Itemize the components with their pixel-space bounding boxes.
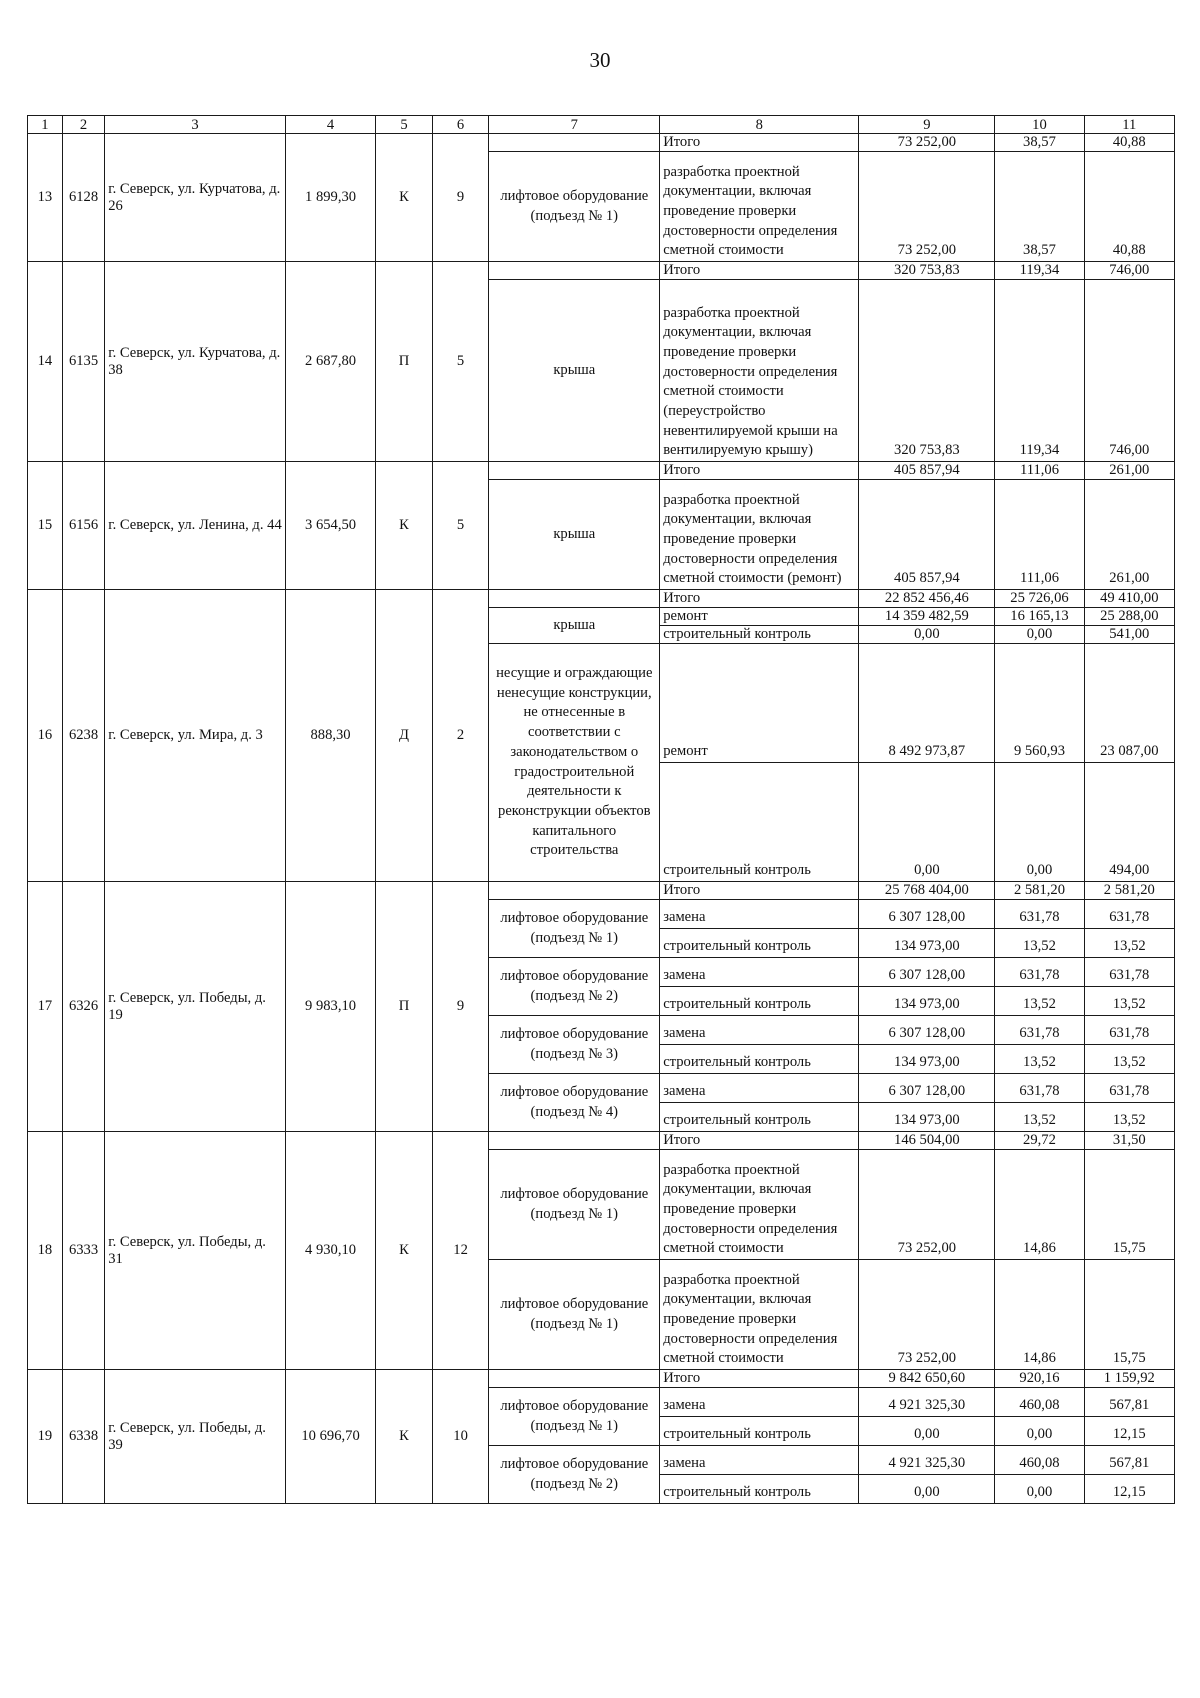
total-max-cost: 1 159,92 (1084, 1370, 1174, 1388)
total-unit-cost: 119,34 (995, 262, 1084, 280)
max-cost: 631,78 (1084, 1016, 1174, 1045)
house-code: 6128 (62, 134, 104, 262)
cost: 320 753,83 (859, 280, 995, 462)
unit-cost: 460,08 (995, 1446, 1084, 1475)
unit-cost: 0,00 (995, 626, 1084, 644)
row-number: 15 (28, 462, 63, 590)
max-cost: 12,15 (1084, 1417, 1174, 1446)
element: крыша (489, 280, 660, 462)
element-blank (489, 462, 660, 480)
total-unit-cost: 111,06 (995, 462, 1084, 480)
cost: 14 359 482,59 (859, 608, 995, 626)
element-blank (489, 134, 660, 152)
element: крыша (489, 608, 660, 644)
col-header: 11 (1084, 116, 1174, 134)
area: 2 687,80 (285, 262, 375, 462)
work-type: разработка проектной документации, включая проведение проверки достоверности определения сметной стоимости (ремонт) (660, 480, 859, 590)
floors: 9 (432, 882, 489, 1132)
cost: 134 973,00 (859, 987, 995, 1016)
element: лифтовое оборудование (подъезд № 1) (489, 1388, 660, 1446)
col-header: 9 (859, 116, 995, 134)
wall-type: К (376, 1370, 433, 1504)
unit-cost: 631,78 (995, 1074, 1084, 1103)
address: г. Северск, ул. Ленина, д. 44 (105, 462, 286, 590)
element: лифтовое оборудование (подъезд № 1) (489, 152, 660, 262)
max-cost: 15,75 (1084, 1150, 1174, 1260)
element: лифтовое оборудование (подъезд № 2) (489, 958, 660, 1016)
max-cost: 25 288,00 (1084, 608, 1174, 626)
wall-type: К (376, 462, 433, 590)
max-cost: 23 087,00 (1084, 644, 1174, 763)
unit-cost: 9 560,93 (995, 644, 1084, 763)
total-max-cost: 2 581,20 (1084, 882, 1174, 900)
floors: 12 (432, 1132, 489, 1370)
max-cost: 567,81 (1084, 1446, 1174, 1475)
row-number: 18 (28, 1132, 63, 1370)
work-type: замена (660, 1446, 859, 1475)
total-cost: 405 857,94 (859, 462, 995, 480)
max-cost: 13,52 (1084, 987, 1174, 1016)
row-number: 13 (28, 134, 63, 262)
address: г. Северск, ул. Победы, д. 31 (105, 1132, 286, 1370)
cost: 6 307 128,00 (859, 958, 995, 987)
total-max-cost: 31,50 (1084, 1132, 1174, 1150)
unit-cost: 14,86 (995, 1150, 1084, 1260)
work-type: замена (660, 1074, 859, 1103)
element-blank (489, 590, 660, 608)
element: лифтовое оборудование (подъезд № 1) (489, 1260, 660, 1370)
house-code: 6333 (62, 1132, 104, 1370)
address: г. Северск, ул. Курчатова, д. 26 (105, 134, 286, 262)
element: лифтовое оборудование (подъезд № 1) (489, 900, 660, 958)
work-type: замена (660, 958, 859, 987)
col-header: 6 (432, 116, 489, 134)
repair-schedule-table (27, 115, 1175, 1504)
house-code: 6135 (62, 262, 104, 462)
floors: 5 (432, 462, 489, 590)
work-type: строительный контроль (660, 929, 859, 958)
max-cost: 261,00 (1084, 480, 1174, 590)
address: г. Северск, ул. Победы, д. 19 (105, 882, 286, 1132)
element: крыша (489, 480, 660, 590)
table-row (28, 462, 1175, 480)
total-unit-cost: 920,16 (995, 1370, 1084, 1388)
max-cost: 15,75 (1084, 1260, 1174, 1370)
work-total: Итого (660, 134, 859, 152)
work-type: строительный контроль (660, 763, 859, 882)
element: несущие и ограждающие ненесущие конструкции, не отнесенные в соответствии с законодательством о градостроительной деятельности к реконструкции объектов капитального строительства (489, 644, 660, 882)
cost: 0,00 (859, 1475, 995, 1504)
max-cost: 631,78 (1084, 900, 1174, 929)
cost: 73 252,00 (859, 1260, 995, 1370)
cost: 73 252,00 (859, 1150, 995, 1260)
unit-cost: 460,08 (995, 1388, 1084, 1417)
col-header: 8 (660, 116, 859, 134)
col-header: 3 (105, 116, 286, 134)
cost: 6 307 128,00 (859, 1016, 995, 1045)
total-unit-cost: 25 726,06 (995, 590, 1084, 608)
area: 9 983,10 (285, 882, 375, 1132)
max-cost: 541,00 (1084, 626, 1174, 644)
element-blank (489, 1132, 660, 1150)
unit-cost: 0,00 (995, 763, 1084, 882)
element: лифтовое оборудование (подъезд № 2) (489, 1446, 660, 1504)
work-type: разработка проектной документации, включая проведение проверки достоверности определения сметной стоимости (660, 152, 859, 262)
unit-cost: 111,06 (995, 480, 1084, 590)
max-cost: 13,52 (1084, 1103, 1174, 1132)
work-total: Итого (660, 1132, 859, 1150)
unit-cost: 13,52 (995, 987, 1084, 1016)
max-cost: 13,52 (1084, 1045, 1174, 1074)
unit-cost: 0,00 (995, 1475, 1084, 1504)
unit-cost: 13,52 (995, 1103, 1084, 1132)
address: г. Северск, ул. Мира, д. 3 (105, 590, 286, 882)
col-header: 1 (28, 116, 63, 134)
work-type: строительный контроль (660, 626, 859, 644)
work-type: строительный контроль (660, 987, 859, 1016)
max-cost: 494,00 (1084, 763, 1174, 882)
house-code: 6326 (62, 882, 104, 1132)
max-cost: 40,88 (1084, 152, 1174, 262)
wall-type: К (376, 134, 433, 262)
cost: 0,00 (859, 626, 995, 644)
area: 1 899,30 (285, 134, 375, 262)
unit-cost: 631,78 (995, 1016, 1084, 1045)
area: 10 696,70 (285, 1370, 375, 1504)
cost: 6 307 128,00 (859, 1074, 995, 1103)
element-blank (489, 1370, 660, 1388)
cost: 6 307 128,00 (859, 900, 995, 929)
cost: 8 492 973,87 (859, 644, 995, 763)
area: 4 930,10 (285, 1132, 375, 1370)
max-cost: 631,78 (1084, 1074, 1174, 1103)
work-type: строительный контроль (660, 1475, 859, 1504)
unit-cost: 14,86 (995, 1260, 1084, 1370)
total-max-cost: 261,00 (1084, 462, 1174, 480)
row-number: 19 (28, 1370, 63, 1504)
total-cost: 25 768 404,00 (859, 882, 995, 900)
element-blank (489, 882, 660, 900)
unit-cost: 631,78 (995, 900, 1084, 929)
element: лифтовое оборудование (подъезд № 4) (489, 1074, 660, 1132)
row-number: 17 (28, 882, 63, 1132)
row-number: 14 (28, 262, 63, 462)
unit-cost: 119,34 (995, 280, 1084, 462)
house-code: 6338 (62, 1370, 104, 1504)
floors: 10 (432, 1370, 489, 1504)
total-cost: 73 252,00 (859, 134, 995, 152)
cost: 4 921 325,30 (859, 1446, 995, 1475)
col-header: 5 (376, 116, 433, 134)
work-total: Итого (660, 262, 859, 280)
house-code: 6156 (62, 462, 104, 590)
total-cost: 9 842 650,60 (859, 1370, 995, 1388)
work-type: замена (660, 900, 859, 929)
page-number: 30 (589, 48, 611, 72)
total-unit-cost: 29,72 (995, 1132, 1084, 1150)
work-type: строительный контроль (660, 1417, 859, 1446)
unit-cost: 38,57 (995, 152, 1084, 262)
cost: 73 252,00 (859, 152, 995, 262)
col-header: 10 (995, 116, 1084, 134)
total-max-cost: 49 410,00 (1084, 590, 1174, 608)
unit-cost: 13,52 (995, 1045, 1084, 1074)
work-type: строительный контроль (660, 1045, 859, 1074)
house-code: 6238 (62, 590, 104, 882)
table-row (28, 1370, 1175, 1388)
total-cost: 22 852 456,46 (859, 590, 995, 608)
element: лифтовое оборудование (подъезд № 1) (489, 1150, 660, 1260)
cost: 134 973,00 (859, 929, 995, 958)
work-type: ремонт (660, 608, 859, 626)
table-row (28, 262, 1175, 280)
wall-type: К (376, 1132, 433, 1370)
total-unit-cost: 38,57 (995, 134, 1084, 152)
floors: 2 (432, 590, 489, 882)
cost: 4 921 325,30 (859, 1388, 995, 1417)
cost: 405 857,94 (859, 480, 995, 590)
total-unit-cost: 2 581,20 (995, 882, 1084, 900)
wall-type: П (376, 262, 433, 462)
total-cost: 146 504,00 (859, 1132, 995, 1150)
row-number: 16 (28, 590, 63, 882)
table-row (28, 134, 1175, 152)
max-cost: 567,81 (1084, 1388, 1174, 1417)
max-cost: 13,52 (1084, 929, 1174, 958)
col-header: 7 (489, 116, 660, 134)
work-total: Итого (660, 462, 859, 480)
wall-type: Д (376, 590, 433, 882)
area: 3 654,50 (285, 462, 375, 590)
max-cost: 746,00 (1084, 280, 1174, 462)
total-cost: 320 753,83 (859, 262, 995, 280)
floors: 5 (432, 262, 489, 462)
address: г. Северск, ул. Курчатова, д. 38 (105, 262, 286, 462)
address: г. Северск, ул. Победы, д. 39 (105, 1370, 286, 1504)
work-type: разработка проектной документации, включая проведение проверки достоверности определения сметной стоимости (660, 1150, 859, 1260)
col-header: 2 (62, 116, 104, 134)
work-total: Итого (660, 882, 859, 900)
unit-cost: 13,52 (995, 929, 1084, 958)
unit-cost: 0,00 (995, 1417, 1084, 1446)
work-type: ремонт (660, 644, 859, 763)
max-cost: 631,78 (1084, 958, 1174, 987)
table-row (28, 882, 1175, 900)
cost: 0,00 (859, 1417, 995, 1446)
floors: 9 (432, 134, 489, 262)
element: лифтовое оборудование (подъезд № 3) (489, 1016, 660, 1074)
work-total: Итого (660, 590, 859, 608)
cost: 134 973,00 (859, 1045, 995, 1074)
table-row (28, 590, 1175, 608)
work-total: Итого (660, 1370, 859, 1388)
unit-cost: 631,78 (995, 958, 1084, 987)
work-type: замена (660, 1388, 859, 1417)
cost: 0,00 (859, 763, 995, 882)
work-type: строительный контроль (660, 1103, 859, 1132)
table-row (28, 1132, 1175, 1150)
column-header-row (28, 116, 1175, 134)
area: 888,30 (285, 590, 375, 882)
work-type: замена (660, 1016, 859, 1045)
cost: 134 973,00 (859, 1103, 995, 1132)
total-max-cost: 40,88 (1084, 134, 1174, 152)
total-max-cost: 746,00 (1084, 262, 1174, 280)
work-type: разработка проектной документации, включая проведение проверки достоверности определения сметной стоимости (660, 1260, 859, 1370)
wall-type: П (376, 882, 433, 1132)
unit-cost: 16 165,13 (995, 608, 1084, 626)
work-type: разработка проектной документации, включая проведение проверки достоверности определения сметной стоимости (переустройство невентилируемой крыши на вентилируемую крышу) (660, 280, 859, 462)
col-header: 4 (285, 116, 375, 134)
max-cost: 12,15 (1084, 1475, 1174, 1504)
element-blank (489, 262, 660, 280)
